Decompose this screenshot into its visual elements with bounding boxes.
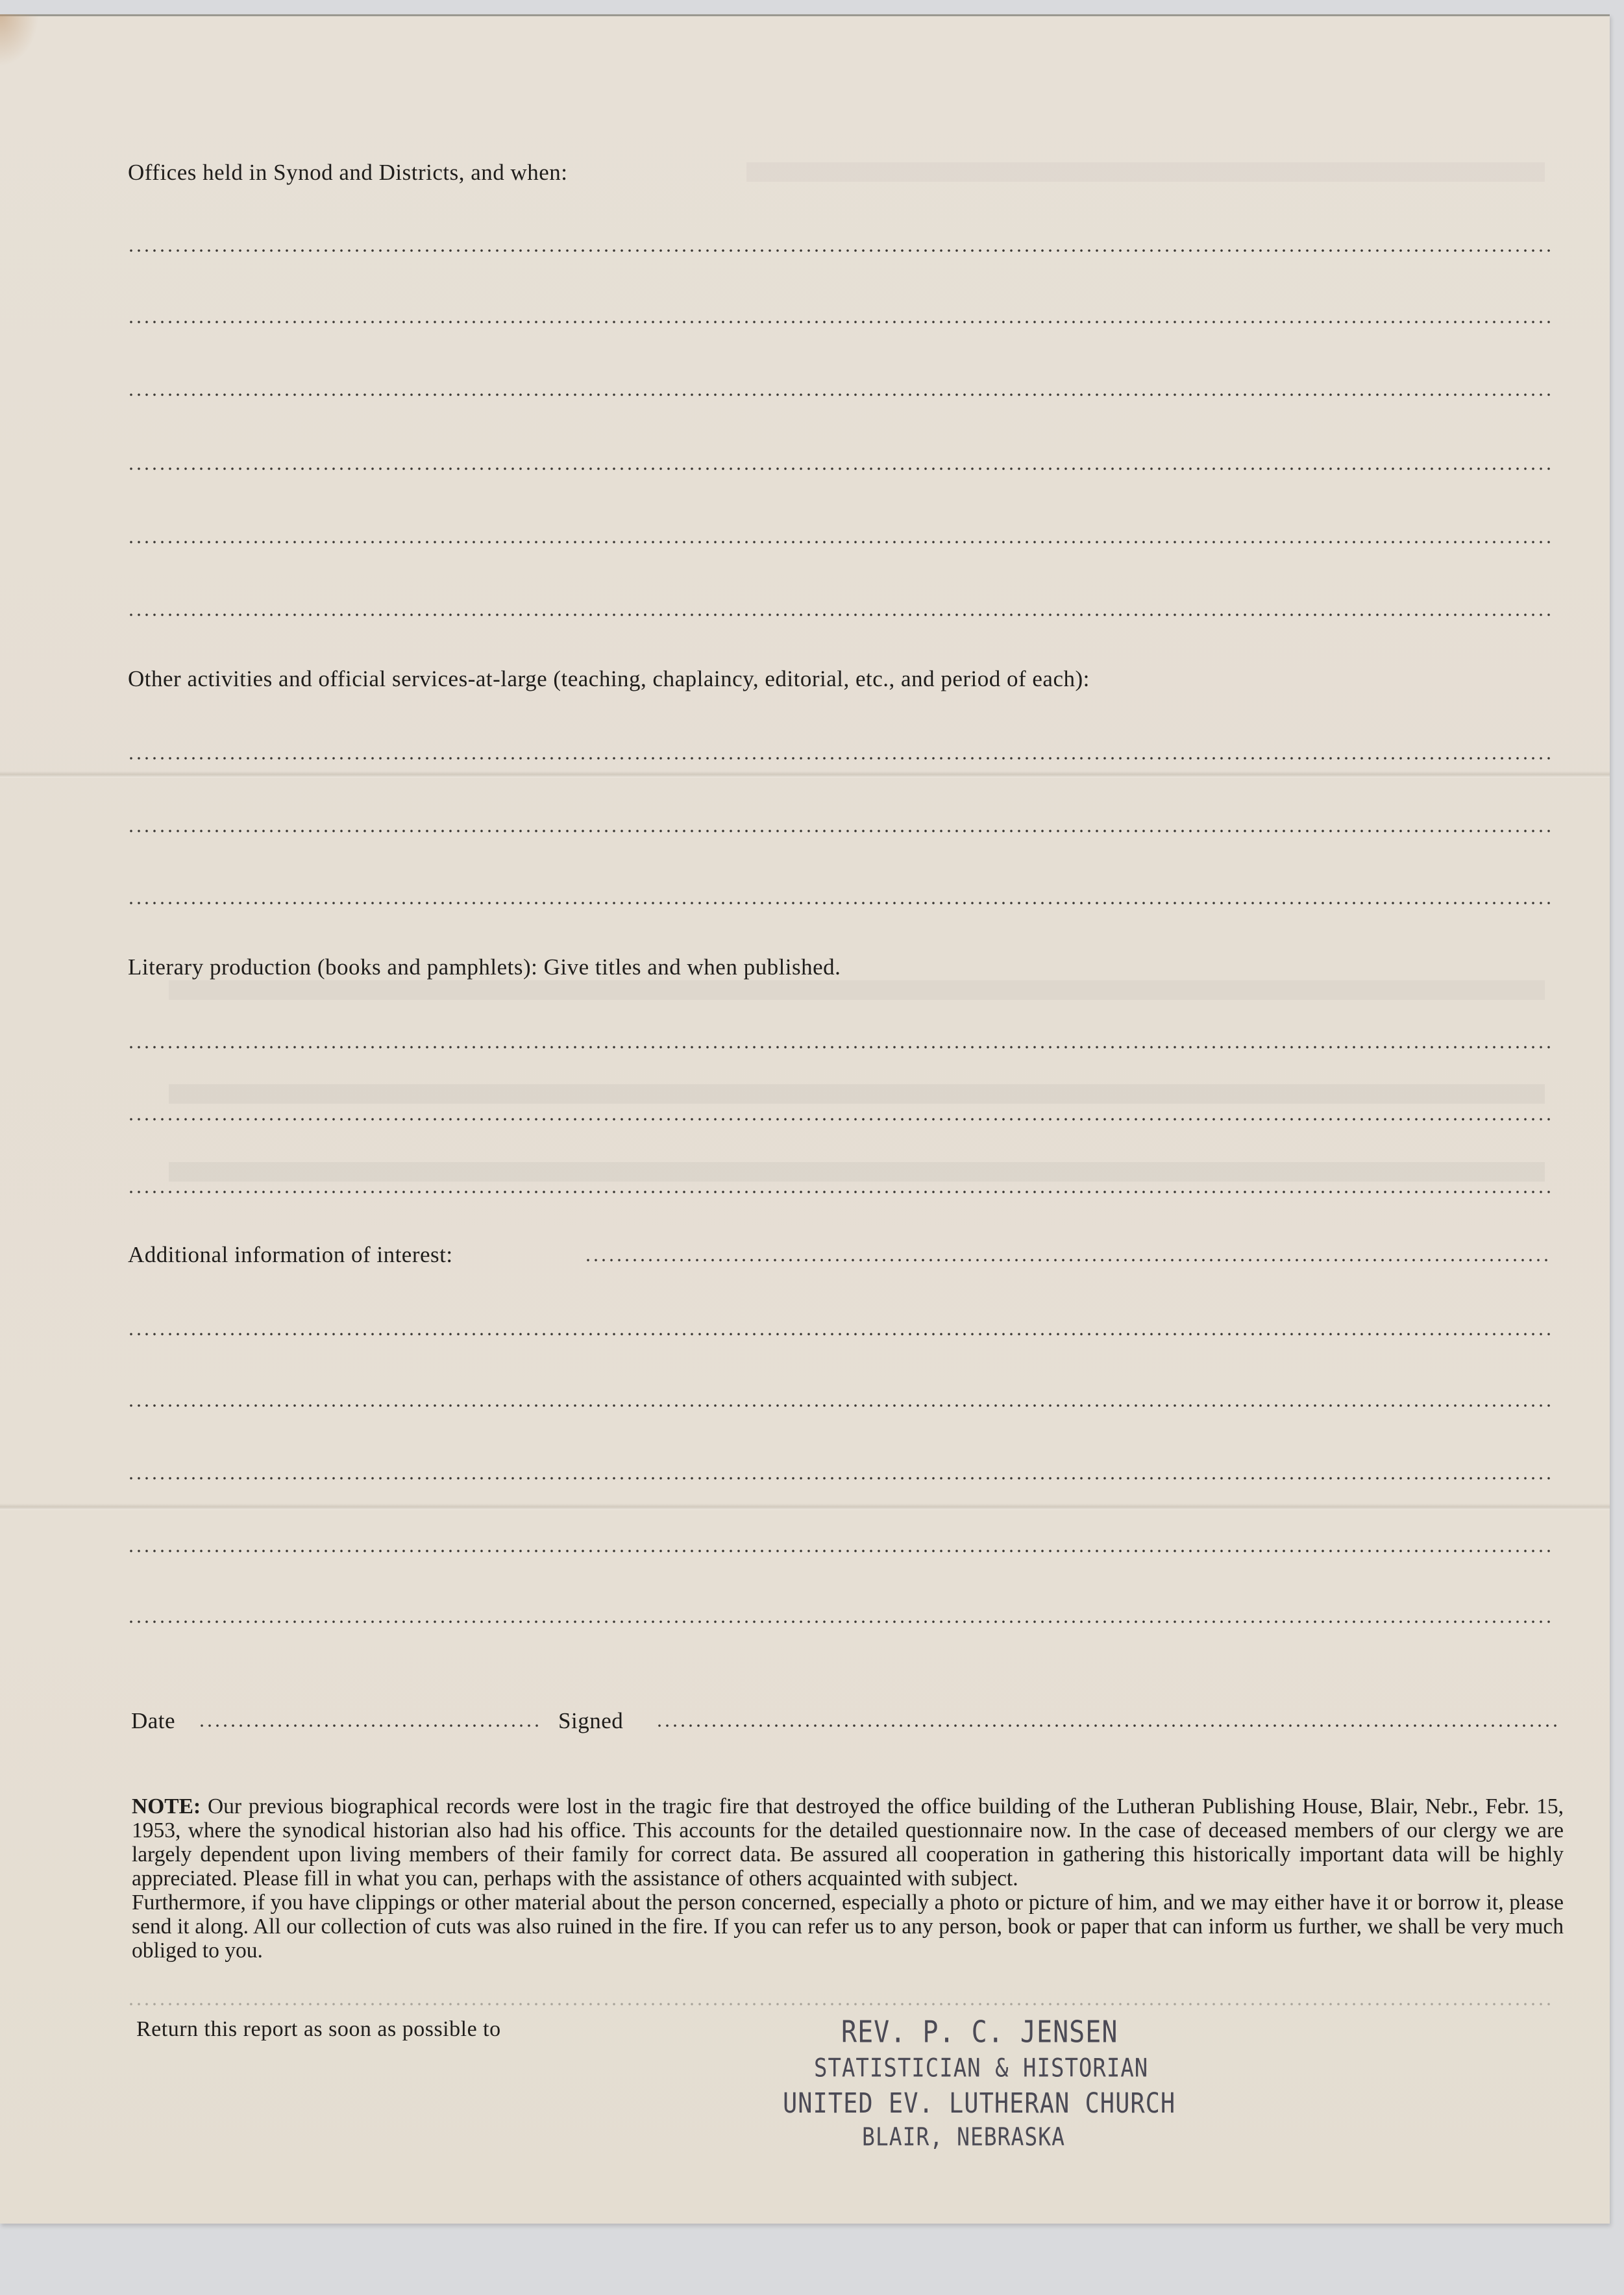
literary-line[interactable] <box>127 1046 1553 1048</box>
offices-line[interactable] <box>127 467 1553 470</box>
literary-label: Literary production (books and pamphlets): Give titles and when published. <box>128 954 841 980</box>
offices-line[interactable] <box>127 249 1553 252</box>
offices-label: Offices held in Synod and Districts, and when: <box>128 160 568 185</box>
bleed-through-mark <box>169 1162 1545 1182</box>
offices-line[interactable] <box>127 541 1553 543</box>
additional-label: Additional information of interest: <box>128 1242 453 1267</box>
additional-line[interactable] <box>127 1333 1553 1335</box>
stamp-title: STATISTICIAN & HISTORIAN <box>814 2053 1149 2083</box>
literary-line[interactable] <box>127 1191 1553 1193</box>
signed-label: Signed <box>558 1708 624 1733</box>
activities-line[interactable] <box>127 830 1553 832</box>
literary-line[interactable] <box>127 1118 1553 1121</box>
bleed-through-mark <box>169 1084 1545 1104</box>
additional-line[interactable] <box>127 1620 1553 1623</box>
additional-line[interactable] <box>127 1477 1553 1480</box>
stamp-name: REV. P. C. JENSEN <box>841 2015 1118 2050</box>
offices-line[interactable] <box>127 614 1553 616</box>
additional-line[interactable] <box>584 1259 1553 1261</box>
activities-line[interactable] <box>127 757 1553 760</box>
stamp-church: UNITED EV. LUTHERAN CHURCH <box>783 2087 1176 2120</box>
date-label: Date <box>131 1708 176 1733</box>
note-body-continued: Furthermore, if you have clippings or other material about the person concerned, especially a photo or picture of him, and we may either have it or borrow it, please send it along. All our collection of cuts was also ruined in the fire. If you can refer us to any person, book or paper that can inform us further, we shall be very much obliged to you. <box>132 1891 1564 1963</box>
paper-fold-lower <box>0 1504 1610 1510</box>
paper-fold-upper <box>0 771 1610 778</box>
paper-stain <box>0 14 39 66</box>
return-label: Return this report as soon as possible to <box>136 2017 501 2041</box>
additional-line[interactable] <box>127 1550 1553 1552</box>
stamp-location: BLAIR, NEBRASKA <box>862 2122 1066 2152</box>
activities-line[interactable] <box>127 902 1553 904</box>
bleed-through-mark <box>169 980 1545 1000</box>
signature-field[interactable] <box>656 1724 1556 1727</box>
activities-label: Other activities and official services-at-large (teaching, chaplaincy, editorial, etc., and period of each): <box>128 666 1090 691</box>
note-paragraph <box>132 1794 1564 1963</box>
additional-line[interactable] <box>127 1404 1553 1407</box>
offices-line[interactable] <box>127 321 1553 323</box>
note-heading: NOTE: <box>132 1794 201 1818</box>
date-field[interactable] <box>198 1724 539 1727</box>
bleed-through-mark <box>746 162 1545 182</box>
note-body: Our previous biographical records were lost in the tragic fire that destroyed the office building of the Lutheran Publishing House, Blair, Nebr., Febr. 15, 1953, where the synodical historian also had his office. This accounts for the detailed questionnaire now. In the case of deceased members of our clergy we are largely dependent upon living members of their family for correct data. Be assured all cooperation in gathering this historically important data will be highly appreciated. Please fill in what you can, perhaps with the assistance of others acquainted with subject. <box>132 1794 1564 1891</box>
offices-line[interactable] <box>127 393 1553 396</box>
separator-line <box>127 2003 1555 2005</box>
